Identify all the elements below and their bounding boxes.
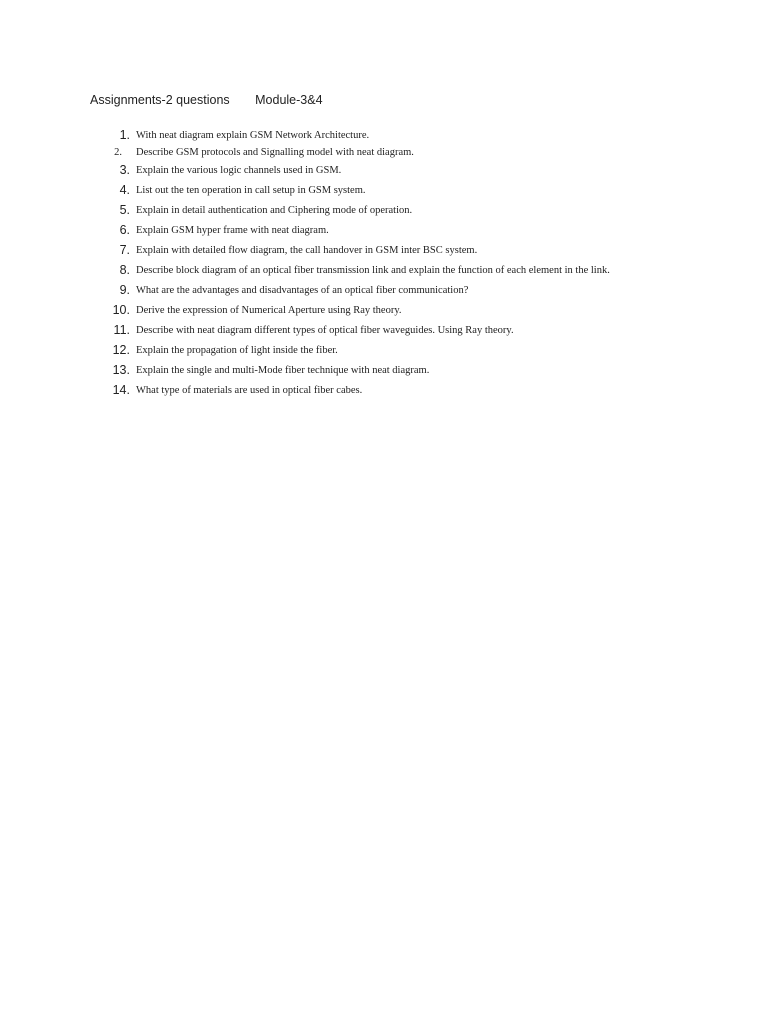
question-number: 5. [119,203,130,217]
question-number: 11. [113,323,130,337]
module-label: Module-3&4 [255,93,323,107]
list-item [106,221,726,241]
list-item [106,281,726,301]
question-number: 8. [119,263,130,277]
question-number: 10. [112,303,130,317]
question-text: What are the advantages and disadvantages of an optical fiber communication? [136,285,469,296]
question-number: 13. [112,363,130,377]
question-text: Explain the single and multi-Mode fiber technique with neat diagram. [136,365,430,376]
question-text: With neat diagram explain GSM Network Architecture. [136,130,370,141]
question-number: 2. [114,147,122,158]
list-item [106,161,726,181]
document-heading [90,93,323,107]
list-item [106,361,726,381]
question-text: What type of materials are used in optical fiber cabes. [136,385,363,396]
question-number: 9. [119,283,130,297]
question-number: 7. [119,243,130,257]
question-number: 3. [119,163,130,177]
question-text: Derive the expression of Numerical Aperture using Ray theory. [136,305,402,316]
question-text: Explain with detailed flow diagram, the call handover in GSM inter BSC system. [136,245,478,256]
list-item [106,126,726,143]
list-item [106,341,726,361]
document-title: Assignments-2 questions [90,93,230,107]
question-number: 1. [119,128,130,142]
list-item [106,201,726,221]
list-item [106,381,726,401]
question-list [106,126,726,401]
list-item [106,143,726,161]
question-number: 6. [119,223,130,237]
question-text: Explain the propagation of light inside the fiber. [136,345,338,356]
list-item [106,321,726,341]
list-item [106,181,726,201]
question-text: List out the ten operation in call setup in GSM system. [136,185,366,196]
question-text: Explain GSM hyper frame with neat diagram. [136,225,329,236]
question-text: Explain in detail authentication and Ciphering mode of operation. [136,205,413,216]
question-number: 4. [119,183,130,197]
list-item [106,261,726,281]
question-text: Describe block diagram of an optical fiber transmission link and explain the function of each element in the link. [136,265,610,276]
question-number: 12. [112,343,130,357]
list-item [106,241,726,261]
question-number: 14. [112,383,130,397]
list-item [106,301,726,321]
question-text: Explain the various logic channels used in GSM. [136,165,342,176]
question-text: Describe GSM protocols and Signalling model with neat diagram. [136,147,414,158]
question-text: Describe with neat diagram different types of optical fiber waveguides. Using Ray theory. [136,325,514,336]
